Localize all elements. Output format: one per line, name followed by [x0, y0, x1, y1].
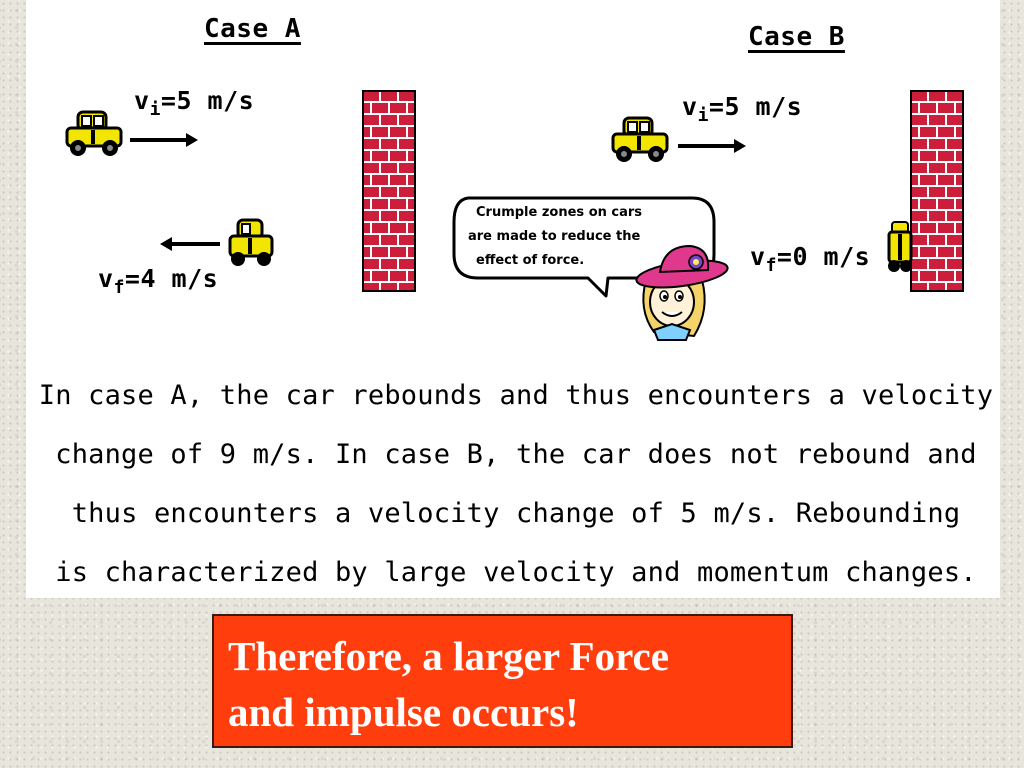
case-a-vi-symbol: v — [134, 86, 150, 115]
case-b-vi-value: =5 m/s — [708, 92, 803, 121]
case-a-rebound-car-icon — [226, 214, 276, 270]
case-a-vi-subscript: i — [149, 99, 161, 120]
case-b-vf-subscript: f — [765, 255, 777, 276]
case-a-vf-value: =4 m/s — [124, 264, 219, 293]
case-b-crushed-car-icon — [886, 218, 914, 276]
case-b-car-icon — [610, 110, 670, 166]
case-b-initial-velocity — [682, 92, 802, 126]
conclusion-line-1: Therefore, a larger Force — [228, 633, 669, 679]
explanation-line-2: change of 9 m/s. In case B, the car does not rebound and — [55, 439, 977, 470]
case-b-right-arrow-icon — [678, 138, 748, 154]
case-a-final-velocity — [98, 264, 218, 298]
explanation-paragraph — [36, 366, 996, 602]
diagram-panel — [26, 0, 1000, 598]
case-a-left-arrow-icon — [160, 236, 220, 252]
speech-bubble-line-2: are made to reduce the — [468, 229, 641, 244]
case-a-vf-subscript: f — [113, 277, 125, 298]
explanation-line-3: thus encounters a velocity change of 5 m/s. Rebounding — [71, 498, 961, 529]
case-a-vf-symbol: v — [98, 264, 114, 293]
conclusion-callout — [212, 614, 793, 748]
case-b-title: Case B — [748, 22, 845, 52]
case-a-brick-wall-icon — [362, 90, 416, 292]
case-b-vi-subscript: i — [697, 105, 709, 126]
case-a-vi-value: =5 m/s — [160, 86, 255, 115]
case-b-vi-symbol: v — [682, 92, 698, 121]
explanation-line-1: In case A, the car rebounds and thus encounters a velocity — [38, 380, 994, 411]
conclusion-line-2: and impulse occurs! — [228, 689, 579, 735]
speech-bubble-line-3: effect of force. — [476, 253, 585, 268]
case-b-vf-symbol: v — [750, 242, 766, 271]
case-a-right-arrow-icon — [130, 132, 200, 148]
case-b-vf-value: =0 m/s — [776, 242, 871, 271]
cartoon-girl-icon — [624, 240, 734, 340]
case-a-title: Case A — [204, 14, 301, 44]
case-a-car-icon — [64, 104, 124, 160]
explanation-line-4: is characterized by large velocity and momentum changes. — [55, 557, 977, 588]
speech-bubble-line-1: Crumple zones on cars — [476, 205, 643, 220]
case-b-brick-wall-icon — [910, 90, 964, 292]
case-a-initial-velocity — [134, 86, 254, 120]
case-b-final-velocity — [750, 242, 870, 276]
